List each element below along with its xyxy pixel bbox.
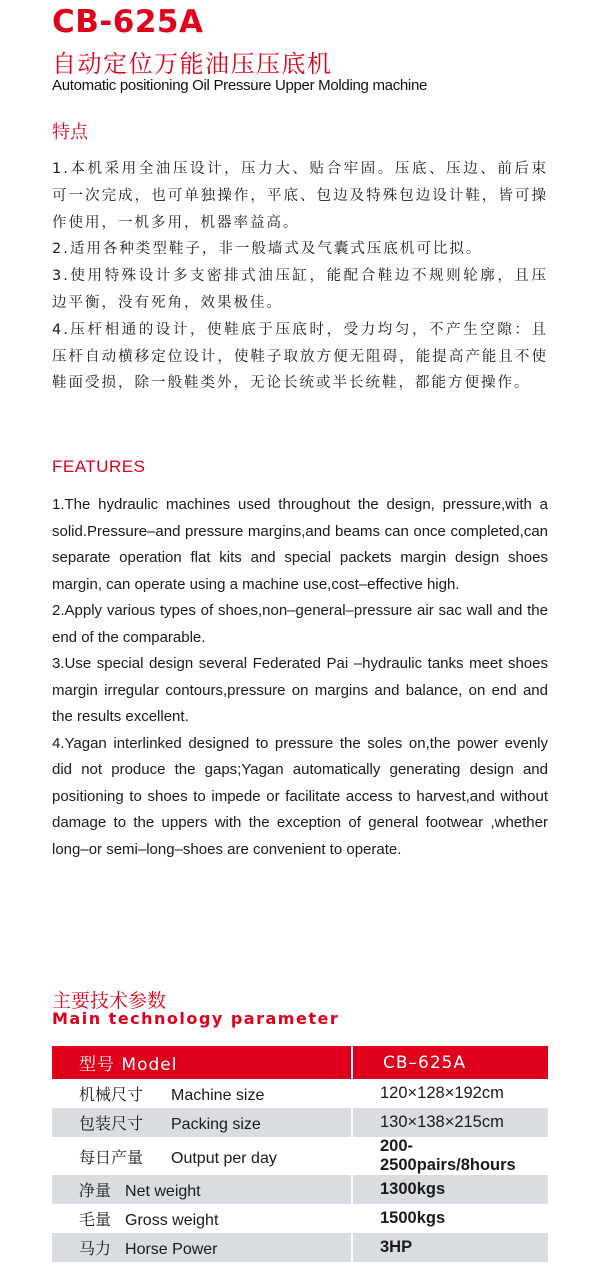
features-en-heading: FEATURES	[52, 457, 146, 476]
parameters-table	[52, 1046, 548, 1262]
table-header-row	[52, 1046, 548, 1079]
table-row	[52, 1108, 548, 1137]
parameters-en-heading: Main technology parameter	[52, 1009, 340, 1028]
title-english: Automatic positioning Oil Pressure Upper Molding machine	[52, 77, 428, 94]
param-value: 200-2500pairs/8hours	[380, 1137, 516, 1174]
param-cn: 每日产量	[79, 1147, 144, 1167]
title-chinese: 自动定位万能油压压底机	[52, 50, 333, 78]
feature-en-item: 3.Use special design several Federated Pai –hydraulic tanks meet shoes margin irregular contours,pressure on margins and balance, on end and the results excellent.	[52, 655, 548, 725]
param-value: 3HP	[353, 1233, 548, 1262]
table-row	[52, 1233, 548, 1262]
param-cn: 毛量	[79, 1210, 112, 1229]
param-cn: 包装尺寸	[79, 1114, 144, 1133]
table-row	[52, 1137, 548, 1175]
param-value: 1500kgs	[380, 1209, 446, 1227]
param-value: 130×138×215cm	[353, 1108, 548, 1137]
param-value: 120×128×192cm	[380, 1084, 504, 1102]
features-cn-list	[52, 156, 548, 397]
features-en-list	[52, 492, 548, 863]
parameters-cn-heading: 主要技术参数	[52, 990, 167, 1012]
param-en: Horse Power	[125, 1241, 218, 1258]
table-row	[52, 1204, 548, 1233]
param-cn: 净量	[79, 1181, 112, 1200]
param-en: Output per day	[171, 1149, 277, 1167]
feature-en-item: 4.Yagan interlinked designed to pressure the soles on,the power evenly did not produce the gaps;Yagan automatically generating design and positioning to shoes to impede or facilitate access to harvest,and without damage to the uppers with the exception of general footwear ,whether long–or semi–long–shoes are convenient to operate.	[52, 734, 548, 858]
param-en: Gross weight	[125, 1212, 219, 1229]
param-en: Machine size	[171, 1087, 265, 1104]
features-cn-heading: 特点	[52, 122, 88, 143]
table-row	[52, 1175, 548, 1204]
feature-en-item: 2.Apply various types of shoes,non–general–pressure air sac wall and the end of the comparable.	[52, 602, 548, 646]
param-cn: 机械尺寸	[79, 1085, 144, 1104]
param-value: 1300kgs	[353, 1175, 548, 1204]
param-cn: 马力	[79, 1239, 112, 1258]
feature-cn-item: 2.适用各种类型鞋子，非一般墙式及气囊式压底机可比拟。	[52, 241, 483, 258]
header-value: CB–625A	[353, 1046, 548, 1079]
header-label: 型号 Model	[52, 1046, 353, 1079]
feature-en-item: 1.The hydraulic machines used throughout the design, pressure,with a solid.Pressure–and pressure margins,and beams can once completed,can separate operation flat kits and special packets margin design shoes margin, can operate using a machine use,cost–effective high.	[52, 496, 548, 593]
param-en: Packing size	[171, 1116, 261, 1133]
model-number: CB-625A	[52, 4, 204, 40]
table-row	[52, 1079, 548, 1108]
feature-cn-item: 1.本机采用全油压设计，压力大、贴合牢固。压底、压边、前后束可一次完成，也可单独操作，平底、包边及特殊包边设计鞋，皆可操作使用，一机多用，机器率益高。	[52, 161, 548, 231]
feature-cn-item: 4.压杆相通的设计，使鞋底于压底时，受力均匀，不产生空隙：且压杆自动横移定位设计，使鞋子取放方便无阻碍，能提高产能且不使鞋面受损，除一般鞋类外，无论长统或半长统鞋，都能方便操作。	[52, 321, 548, 392]
param-en: Net weight	[125, 1183, 201, 1200]
feature-cn-item: 3.使用特殊设计多支密排式油压缸，能配合鞋边不规则轮廓，且压边平衡，没有死角，效果极佳。	[52, 268, 548, 311]
